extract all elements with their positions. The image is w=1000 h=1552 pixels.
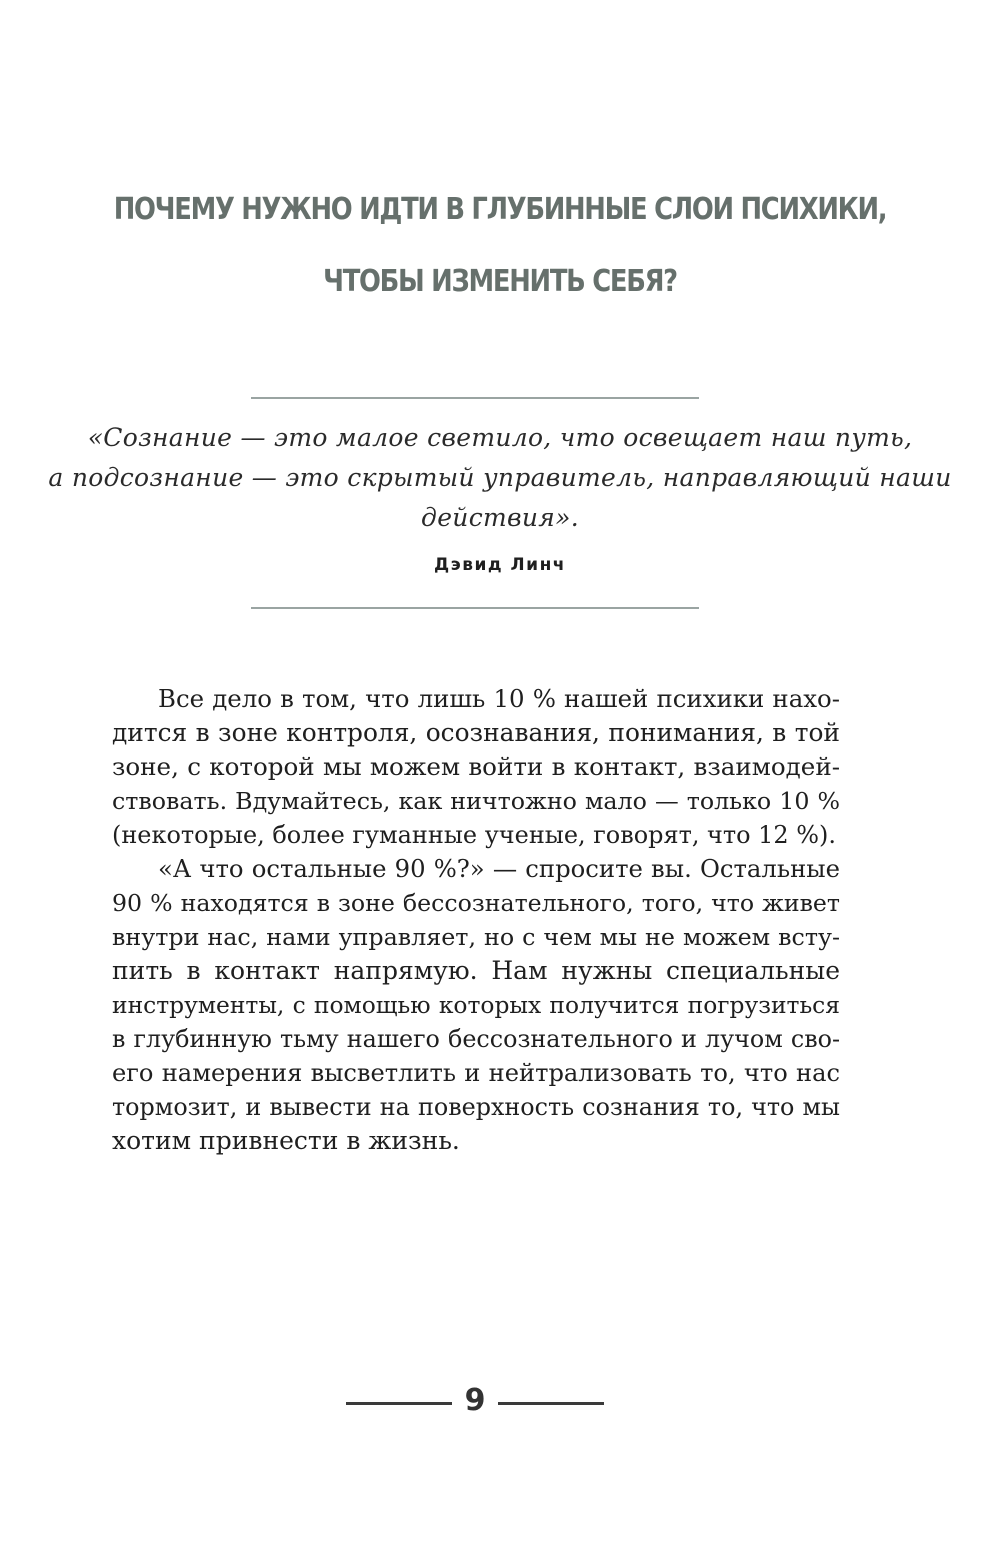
epigraph-top-divider bbox=[251, 397, 699, 399]
body-line-2: дится в зоне контроля, осознавания, понимания, в той bbox=[112, 718, 840, 747]
chapter-title-line-1: ПОЧЕМУ НУЖНО ИДТИ В ГЛУБИННЫЕ СЛОИ ПСИХИКИ, bbox=[113, 192, 887, 227]
epigraph-bottom-divider bbox=[251, 607, 699, 609]
body-line-9: пить в контакт напрямую. Нам нужны специальные bbox=[112, 956, 840, 985]
epigraph-author: Дэвид Линч bbox=[434, 555, 566, 575]
body-line-5: (некоторые, более гуманные ученые, говорят, что 12 %). bbox=[112, 821, 836, 849]
epigraph-line-1: «Сознание — это малое светило, что освещает наш путь, bbox=[87, 423, 913, 452]
epigraph-line-2: а подсознание — это скрытый управитель, направляющий наши bbox=[48, 463, 952, 492]
page-number-left-rule bbox=[346, 1402, 452, 1405]
page-number-right-rule bbox=[498, 1402, 604, 1405]
chapter-title-line-2: ЧТОБЫ ИЗМЕНИТЬ СЕБЯ? bbox=[323, 264, 677, 299]
page-number: 9 bbox=[464, 1383, 486, 1418]
body-line-3: зоне, с которой мы можем войти в контакт, взаимодей- bbox=[112, 752, 840, 781]
body-line-10: инструменты, с помощью которых получится погрузиться bbox=[112, 991, 840, 1019]
body-line-6: «А что остальные 90 %?» — спросите вы. Остальные bbox=[158, 854, 840, 883]
body-line-8: внутри нас, нами управляет, но с чем мы не можем всту- bbox=[112, 923, 840, 951]
body-line-11: в глубинную тьму нашего бессознательного и лучом сво- bbox=[112, 1025, 840, 1053]
epigraph-line-3: действия». bbox=[421, 503, 579, 532]
body-line-14: хотим привнести в жизнь. bbox=[112, 1126, 460, 1155]
body-line-13: тормозит, и вывести на поверхность сознания то, что мы bbox=[112, 1093, 840, 1121]
body-line-1: Все дело в том, что лишь 10 % нашей психики нахо- bbox=[158, 684, 840, 713]
body-line-7: 90 % находятся в зоне бессознательного, того, что живет bbox=[112, 889, 840, 917]
body-line-4: ствовать. Вдумайтесь, как ничтожно мало — только 10 % bbox=[112, 787, 840, 815]
body-line-12: его намерения высветлить и нейтрализовать то, что нас bbox=[112, 1059, 840, 1087]
